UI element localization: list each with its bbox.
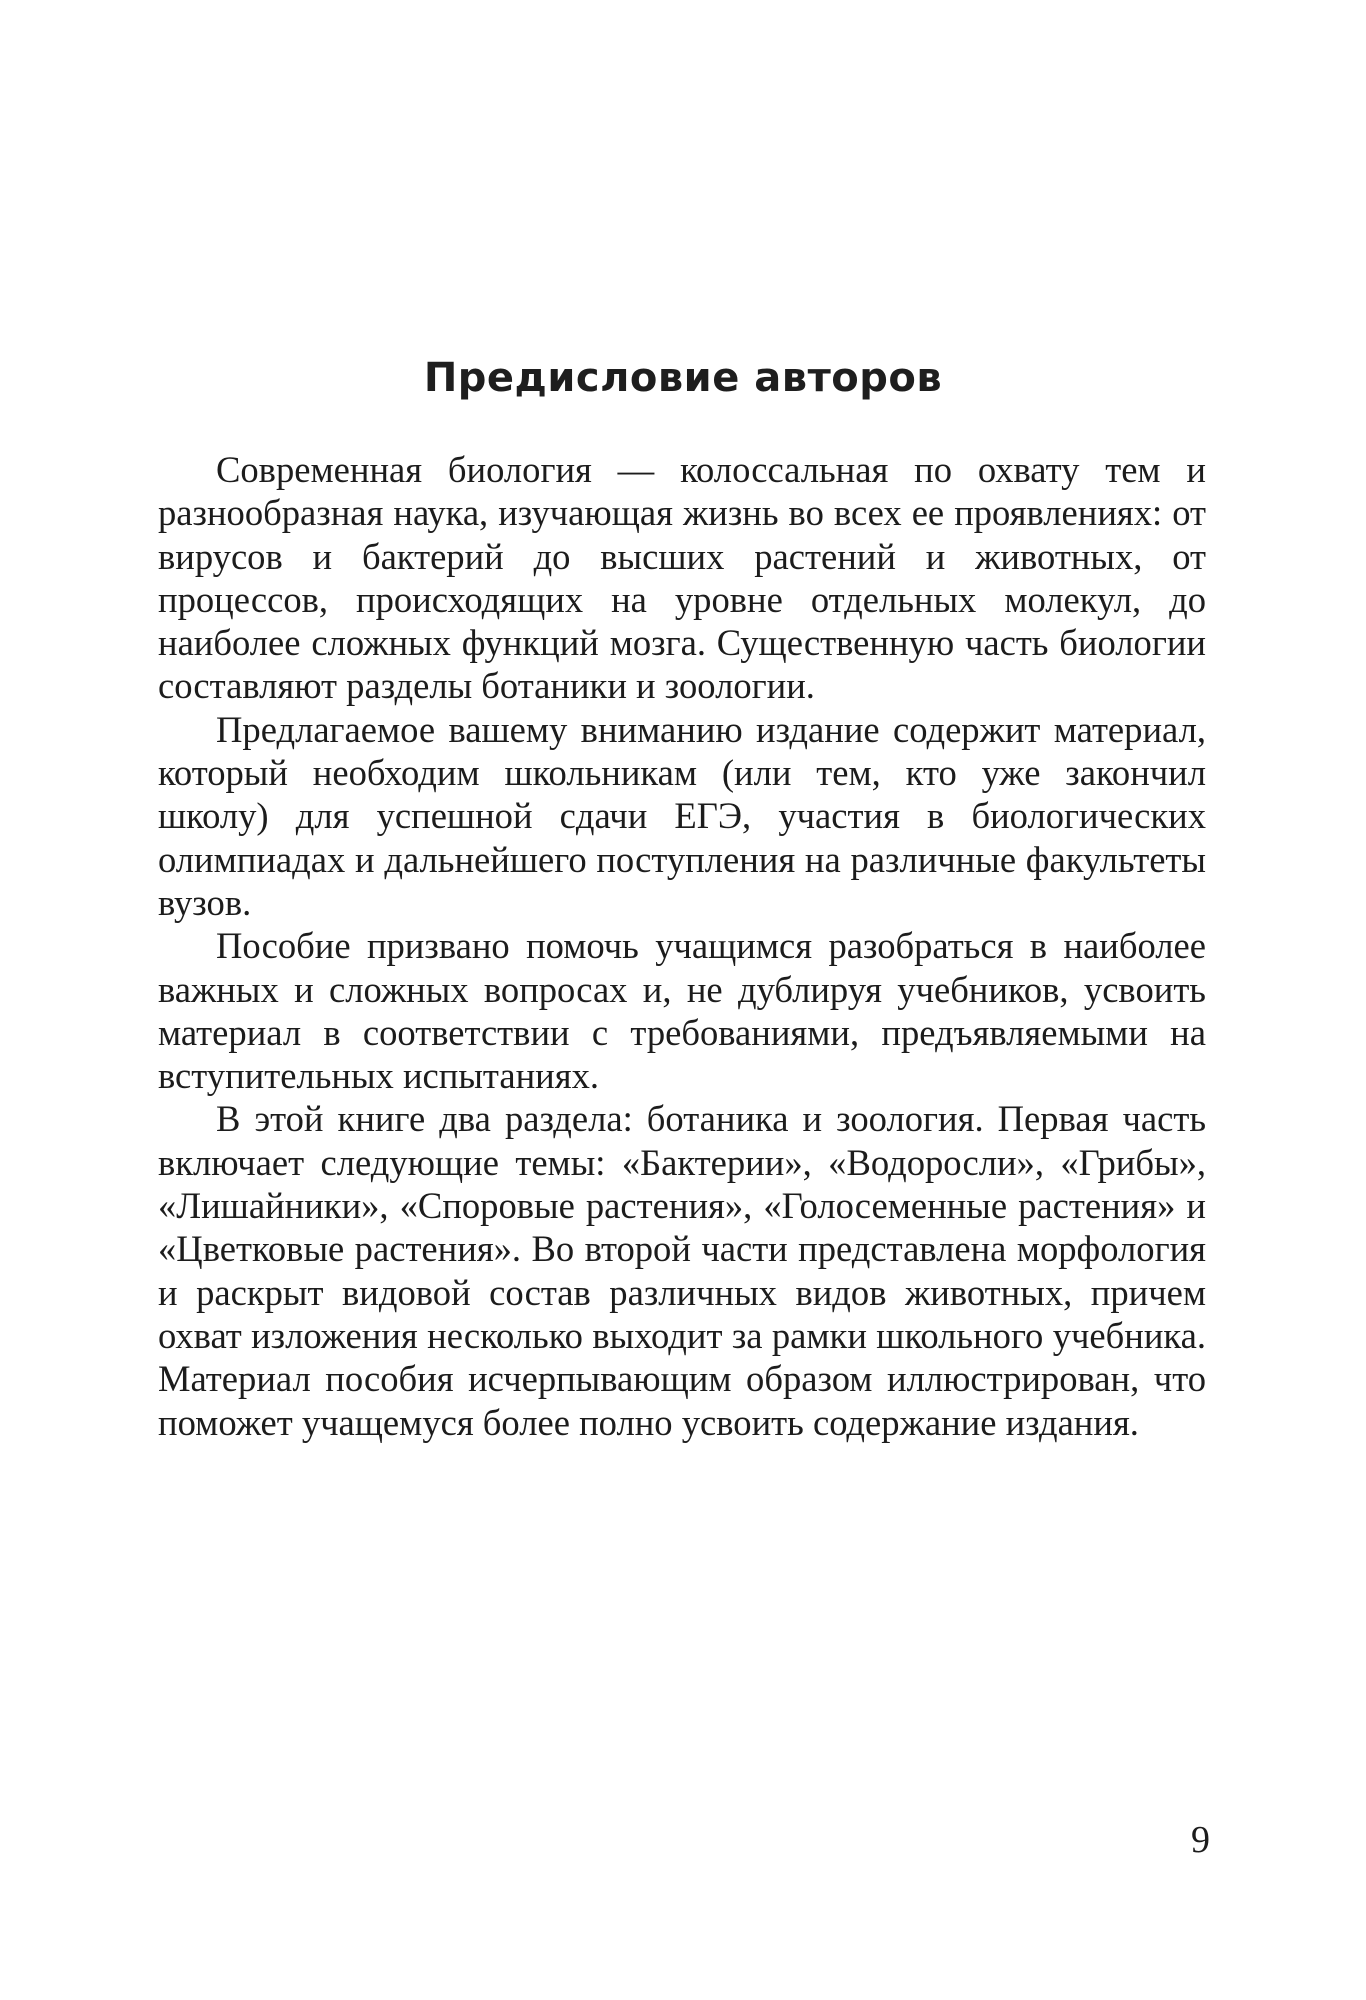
preface-body [158,448,1206,1444]
paragraph-2: Предлагаемое вашему вниманию издание содержит материал, который необходим школьникам (или тем, кто уже закончил школу) для успешной сдачи ЕГЭ, участия в биологических олимпиадах и дальнейшего поступления на различные факультеты вузов. [158,708,1206,923]
paragraph-3: Пособие призвано помочь учащимся разобраться в наиболее важных и сложных вопросах и, не дублируя учебников, усвоить материал в соответствии с требованиями, предъявляемыми на вступительных испытаниях. [158,925,1206,1097]
paragraph-4: В этой книге два раздела: ботаника и зоология. Первая часть включает следующие темы: «Бактерии», «Водоросли», «Грибы», «Лишайники», «Споровые растения», «Голосеменные растения» и «Цветковые растения». Во второй части представлена морфология и раскрыт видовой состав различных видов животных, причем охват изложения несколько выходит за рамки школьного учебника. Материал пособия исчерпывающим образом иллюстрирован, что поможет учащемуся более полно усвоить содержание издания. [158,1098,1206,1443]
paragraph-1: Современная биология — колоссальная по охвату тем и разнообразная наука, изучающая жизнь во всех ее проявлениях: от вирусов и бактерий до высших растений и животных, от процессов, происходящих на уровне отдельных молекул, до наиболее сложных функций мозга. Существенную часть биологии составляют разделы ботаники и зоологии. [158,449,1206,707]
page-title: Предисловие авторов [423,355,943,401]
page-number: 9 [1191,1819,1210,1861]
